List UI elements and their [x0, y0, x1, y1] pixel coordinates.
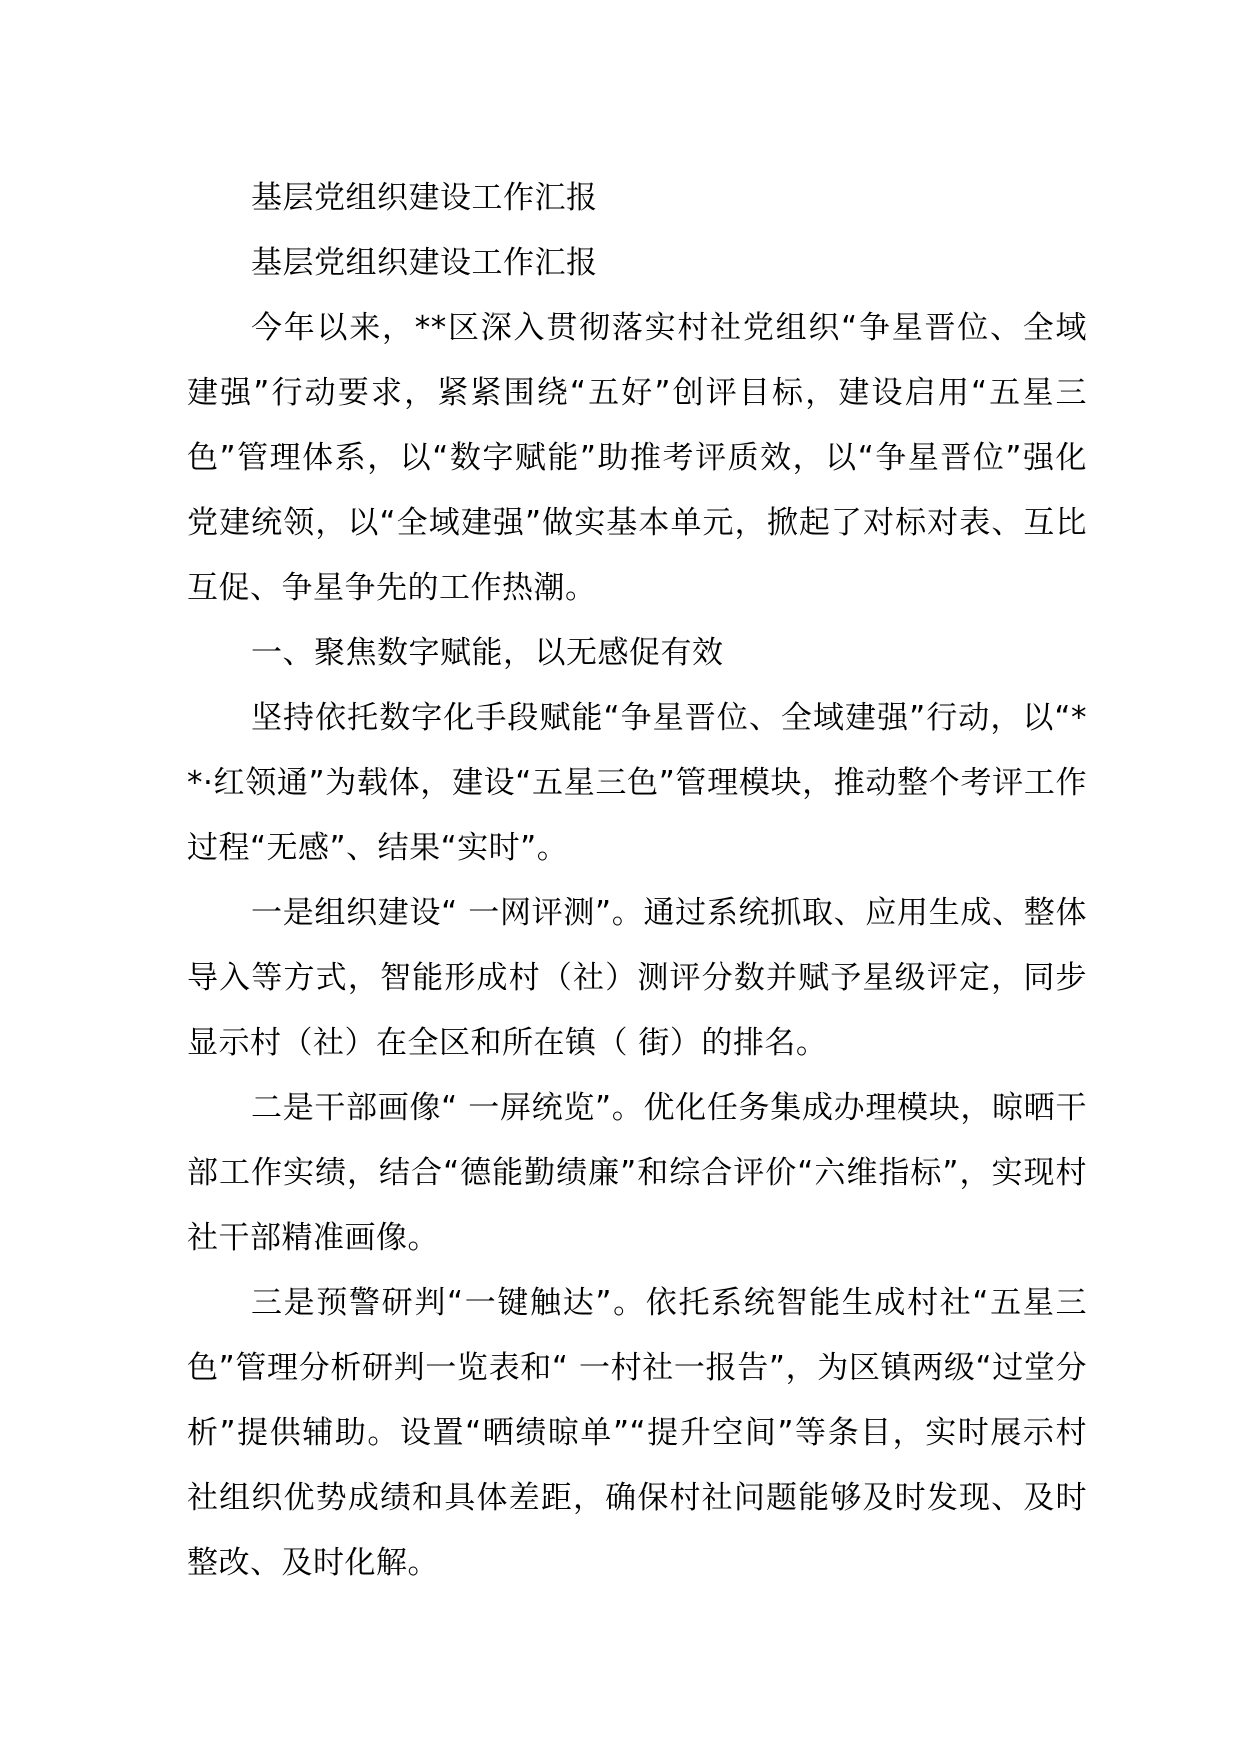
document-subtitle: 基层党组织建设工作汇报: [251, 245, 598, 281]
paragraph-point-3: 三是预警研判“一键触达”。依托系统智能生成村社“五星三色”管理分析研判一览表和“ 一村社一报告”，为区镇两级“过堂分析”提供辅助。设置“晒绩晾单”“提升空间”等条目，实时展示村社组织优势成绩和具体差距，确保村社问题能够及时发现、及时整改、及时化解。: [187, 1285, 1087, 1581]
paragraph-section-1: 坚持依托数字化手段赋能“争星晋位、全域建强”行动，以“**·红领通”为载体，建设“五星三色”管理模块，推动整个考评工作过程“无感”、结果“实时”。: [187, 700, 1087, 866]
document-body: [187, 166, 1087, 1596]
paragraph-point-2: 二是干部画像“ 一屏统览”。优化任务集成办理模块，晾晒干部工作实绩，结合“德能勤绩廉”和综合评价“六维指标”，实现村社干部精准画像。: [187, 1090, 1087, 1256]
document-title: 基层党组织建设工作汇报: [251, 180, 598, 216]
paragraph-point-1: 一是组织建设“ 一网评测”。通过系统抓取、应用生成、整体导入等方式，智能形成村（社）测评分数并赋予星级评定，同步显示村（社）在全区和所在镇（ 街）的排名。: [187, 895, 1087, 1061]
section-heading-1: 一、聚焦数字赋能，以无感促有效: [251, 635, 724, 671]
paragraph-intro: 今年以来，**区深入贯彻落实村社党组织“争星晋位、全域建强”行动要求，紧紧围绕“五好”创评目标，建设启用“五星三色”管理体系，以“数字赋能”助推考评质效，以“争星晋位”强化党建统领，以“全域建强”做实基本单元，掀起了对标对表、互比互促、争星争先的工作热潮。: [187, 310, 1087, 606]
